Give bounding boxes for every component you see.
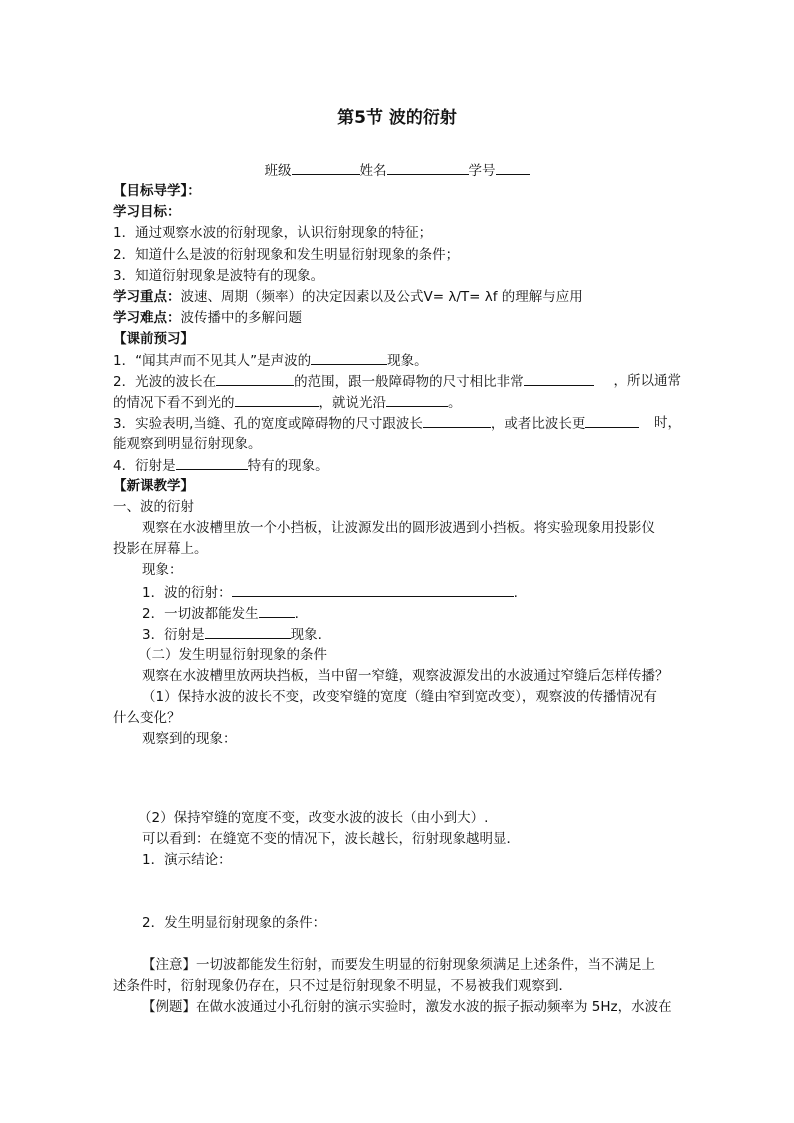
phenomenon-item-3-end: 现象. (290, 627, 322, 643)
preview-q1-tail: 现象。 (387, 353, 428, 369)
student-info-line (0, 160, 794, 181)
section-goal-heading: 【目标导学】： (113, 183, 201, 199)
experiment-text: 观察在水波槽里放两块挡板，当中留一窄缝，观察波源发出的水波通过窄缝后怎样传播？ (142, 668, 669, 684)
preview-q3-part1 (113, 413, 639, 434)
preview-q1-blank[interactable] (311, 350, 387, 365)
part2-heading: （二）发生明显衍射现象的条件 (138, 647, 327, 663)
phenomenon-item-2-text: 2．一切波都能发生 (142, 606, 259, 622)
question-1-line1: （1）保持水波的波长不变，改变窄缝的宽度（缝由窄到宽改变），观察波的传播情况有 (142, 689, 657, 705)
preview-q2-text-f: 。 (448, 395, 462, 411)
preview-q3-line1 (113, 413, 681, 434)
preview-q3-line2: 能观察到明显衍射现象。 (113, 436, 262, 452)
observed-label: 观察到的现象： (142, 731, 237, 747)
difficulty-label: 学习难点： (113, 310, 181, 326)
goals-title: 学习目标： (113, 204, 181, 220)
preview-q2-text-e: ，就说光沿 (318, 395, 386, 411)
preview-q3-text-b: ，或者比波长更 (490, 416, 586, 432)
phenomenon-item-2 (142, 603, 299, 624)
preview-q2-line1 (113, 371, 681, 392)
id-blank[interactable] (496, 160, 530, 175)
goal-item-2: 2．知道什么是波的衍射现象和发生明显衍射现象的条件； (113, 247, 460, 263)
preview-q1 (113, 350, 428, 371)
preview-q2-blank-3[interactable] (235, 392, 319, 407)
preview-q3-blank-1[interactable] (423, 413, 491, 428)
preview-q4-tail: 特有的现象。 (247, 458, 329, 474)
difficulty-text: 波传播中的多解问题 (180, 310, 302, 326)
id-label: 学号 (468, 163, 496, 179)
phenomenon-item-1-blank[interactable] (232, 582, 514, 597)
preview-q2-blank-1[interactable] (216, 371, 294, 386)
phenomenon-item-3-text: 3．衍射是 (142, 627, 205, 643)
condition-label: 2．发生明显衍射现象的条件： (142, 915, 327, 931)
observe-text-1: 观察在水波槽里放一个小挡板，让波源发出的圆形波遇到小挡板。将实验现象用投影仪 (142, 520, 655, 536)
preview-q4-blank[interactable] (176, 455, 248, 470)
phenomenon-item-3 (142, 624, 322, 645)
conclusion-label: 1．演示结论： (142, 852, 232, 868)
preview-q1-text: 1．“闻其声而不见其人”是声波的 (113, 353, 312, 369)
preview-q4-text: 4．衍射是 (113, 458, 176, 474)
note-line-2: 述条件时，衍射现象仍存在，只不过是衍射现象不明显，不易被我们观察到． (113, 978, 572, 994)
part1-heading: 一、波的衍射 (113, 499, 194, 515)
preview-q4 (113, 455, 329, 476)
phenomenon-label: 现象： (142, 562, 183, 578)
name-blank[interactable] (387, 160, 469, 175)
page-title: 第5节 波的衍射 (337, 108, 457, 128)
preview-q2-part1 (113, 371, 594, 392)
preview-q2-line2 (113, 392, 462, 413)
question-2: （2）保持窄缝的宽度不变，改变水波的波长（由小到大）. (138, 810, 489, 826)
key-label: 学习重点： (113, 289, 181, 305)
preview-q2-blank-2[interactable] (524, 371, 594, 386)
class-label: 班级 (264, 163, 292, 179)
goal-item-3: 3．知道衍射现象是波特有的现象。 (113, 268, 325, 284)
see-text: 可以看到：在缝宽不变的情况下，波长越长，衍射现象越明显． (142, 831, 520, 847)
observe-text-2: 投影在屏幕上。 (113, 541, 208, 557)
difficulty-line (113, 308, 302, 328)
name-label: 姓名 (359, 163, 387, 179)
phenomenon-item-1-text: 1．波的衍射： (142, 585, 232, 601)
preview-q2-text-b: 的范围，跟一般障碍物的尺寸相比非常 (294, 374, 524, 390)
class-blank[interactable] (292, 160, 360, 175)
preview-q3-text-a: 3．实验表明,当缝、孔的宽度或障碍物的尺寸跟波长 (113, 416, 423, 432)
phenomenon-item-2-end: . (294, 606, 299, 622)
preview-q2-blank-4[interactable] (386, 392, 448, 407)
phenomenon-item-2-blank[interactable] (259, 603, 295, 618)
example-line: 【例题】在做水波通过小孔衍射的演示实验时，激发水波的振子振动频率为 5Hz，水波在 (142, 999, 672, 1015)
preview-q2-text-a: 2．光波的波长在 (113, 374, 217, 390)
section-preview-heading: 【课前预习】 (113, 331, 194, 347)
section-new-heading: 【新课教学】 (113, 478, 194, 494)
question-1-line2: 什么变化？ (113, 710, 181, 726)
key-text: 波速、周期（频率）的决定因素以及公式V= λ/T= λf 的理解与应用 (180, 289, 583, 305)
preview-q2-text-c: ，所以通常 (613, 373, 681, 389)
note-line-1: 【注意】一切波都能发生衍射，而要发生明显的衍射现象须满足上述条件，当不满足上 (142, 957, 655, 973)
goal-item-1: 1．通过观察水波的衍射现象，认识衍射现象的特征； (113, 225, 433, 241)
phenomenon-item-3-blank[interactable] (205, 624, 291, 639)
key-points-line (113, 287, 583, 307)
phenomenon-item-1 (142, 582, 518, 603)
preview-q3-text-c: 时， (654, 415, 681, 431)
preview-q2-text-d: 的情况下看不到光的 (113, 395, 235, 411)
preview-q3-blank-2[interactable] (585, 413, 639, 428)
phenomenon-item-1-end: . (513, 585, 518, 601)
